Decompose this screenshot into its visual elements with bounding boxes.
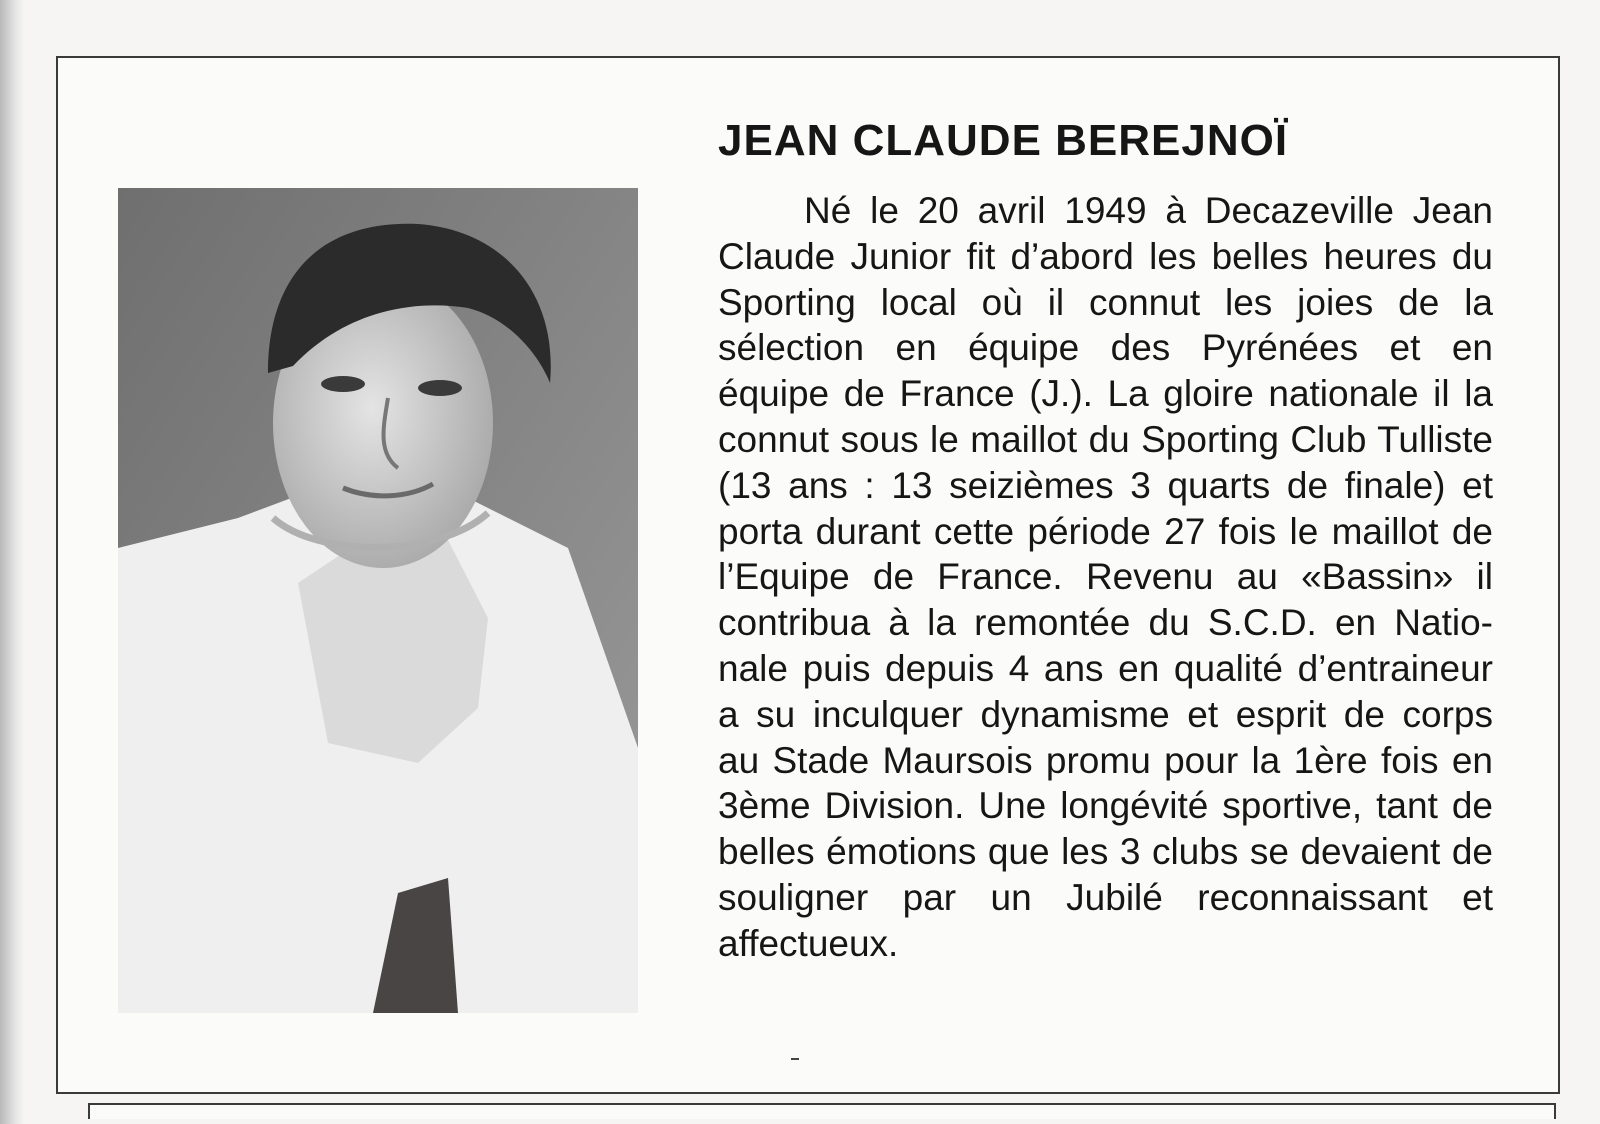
next-article-border [88, 1103, 1556, 1119]
portrait-illustration [118, 188, 638, 1013]
small-dash-mark [791, 1058, 799, 1060]
page-edge-shadow [0, 0, 24, 1124]
article-title: JEAN CLAUDE BEREJNOÏ [718, 116, 1289, 165]
biography-text: Né le 20 avril 1949 à Decazeville Jean Claude Junior fit d’abord les belles heures du Sporting local où il connut les joies de la sélection en équipe des Pyrénées et en équipe de France (J.). La gloire nationale il la connut sous le maillot du Sporting Club Tulliste (13 ans : 13 seizièmes 3 quarts de finale) et porta durant cette période 27 fois le maillot de l’Equipe de France. Revenu au «Bassin» il contribua à la remontée du S.C.D. en Nationale puis depuis 4 ans en qualité d’entraineur a su inculquer dynamisme et esprit de corps au Stade Maursois promu pour la 1ère fois en 3ème Division. Une longévité sportive, tant de belles émotions que les 3 clubs se devaient de souligner par un Jubilé reconnaissant et affectueux. [718, 190, 1493, 964]
portrait-photo [118, 188, 638, 1013]
article-card [56, 56, 1560, 1094]
